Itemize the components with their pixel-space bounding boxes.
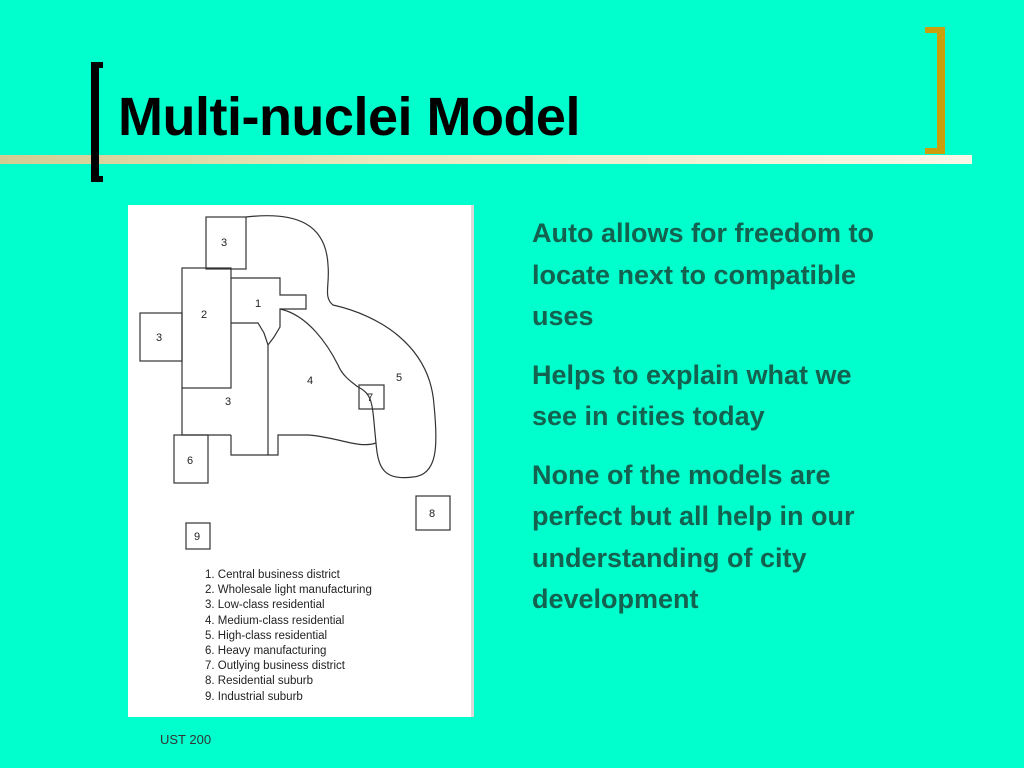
zone-1-outline — [231, 278, 306, 345]
zone-label-6: 6 — [187, 455, 194, 467]
zone-label-8: 8 — [429, 508, 436, 520]
zone-3-center-outline — [182, 388, 231, 435]
legend-item: 5. High-class residential — [205, 629, 328, 642]
zone-label-3-center: 3 — [225, 396, 232, 408]
legend-item: 1. Central business district — [205, 569, 340, 581]
multi-nuclei-diagram — [128, 205, 474, 717]
zone-label-1: 1 — [255, 298, 262, 310]
zone-label-3-left: 3 — [156, 332, 163, 344]
slide-title: Multi-nuclei Model — [118, 87, 580, 147]
bullet-list — [532, 213, 902, 638]
zone-label-9: 9 — [194, 531, 201, 543]
diagram-legend — [205, 568, 372, 705]
legend-item: 7. Outlying business district — [205, 660, 345, 673]
zone-label-2: 2 — [201, 309, 208, 321]
slide-footer: UST 200 — [160, 732, 212, 747]
legend-item: 9. Industrial suburb — [205, 690, 303, 703]
zone-label-4: 4 — [307, 375, 314, 387]
zone-5-outline — [246, 216, 436, 478]
bullet-point-explain: Helps to explain what we see in cities today — [532, 359, 852, 431]
right-bracket-decoration — [925, 27, 945, 154]
title-underline-rule — [0, 155, 972, 164]
legend-item: 8. Residential suburb — [205, 675, 314, 688]
legend-item: 2. Wholesale light manufacturing — [205, 584, 372, 597]
zone-4-west-boundary — [231, 345, 268, 455]
legend-item: 4. Medium-class residential — [205, 614, 345, 627]
zone-4-north-boundary — [280, 309, 358, 387]
legend-item: 6. Heavy manufacturing — [205, 645, 327, 658]
bullet-point-auto: Auto allows for freedom to locate next to compatible uses — [532, 218, 875, 331]
left-bracket-decoration — [91, 62, 103, 182]
bullet-point-models: None of the models are perfect but all help in our understanding of city development — [532, 459, 855, 614]
legend-item: 3. Low-class residential — [205, 599, 325, 612]
zone-label-3-top: 3 — [221, 237, 228, 249]
zone-2-box — [182, 268, 231, 388]
zone-label-5: 5 — [396, 372, 403, 384]
zone-label-7: 7 — [367, 392, 374, 404]
zone-4-south-boundary — [268, 435, 376, 455]
